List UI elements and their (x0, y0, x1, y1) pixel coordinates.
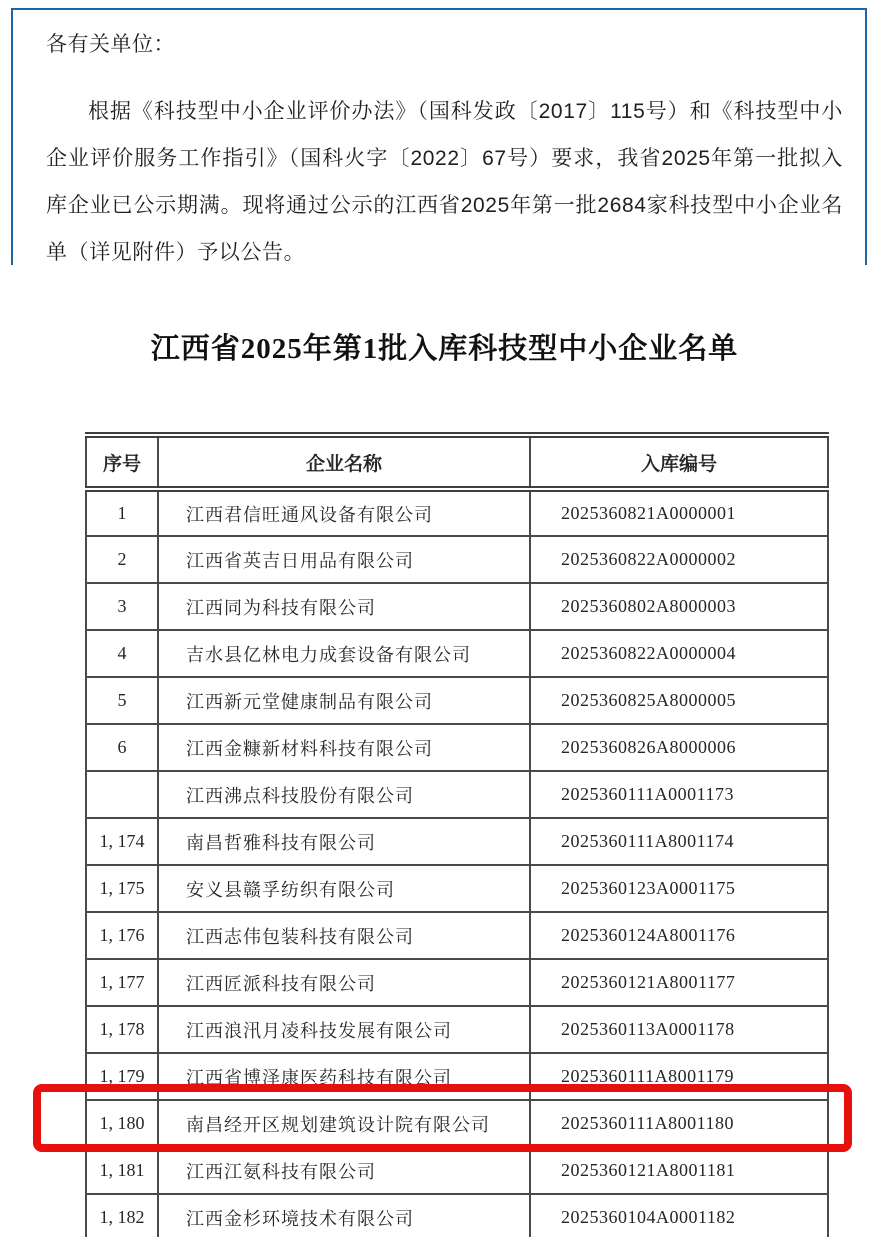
storage-code-cell: 2025360113A0001178 (530, 1006, 828, 1053)
company-name-cell: 江西匠派科技有限公司 (158, 959, 530, 1006)
storage-code-cell: 2025360121A8001177 (530, 959, 828, 1006)
storage-code-cell: 2025360802A8000003 (530, 583, 828, 630)
table-row (86, 536, 828, 583)
company-name-cell: 江西新元堂健康制品有限公司 (158, 677, 530, 724)
company-name-cell: 江西同为科技有限公司 (158, 583, 530, 630)
page-title: 江西省2025年第1批入库科技型中小企业名单 (150, 333, 739, 365)
storage-code-cell: 2025360121A8001181 (530, 1147, 828, 1194)
serial-number-cell: 1, 182 (86, 1194, 158, 1237)
storage-code-cell: 2025360111A0001173 (530, 771, 828, 818)
company-name-cell: 江西志伟包装科技有限公司 (158, 912, 530, 959)
serial-number-cell: 5 (86, 677, 158, 724)
serial-number-cell (86, 771, 158, 818)
company-name-cell: 江西浪汛月凌科技发展有限公司 (158, 1006, 530, 1053)
table-row (86, 1147, 828, 1194)
serial-number-cell: 1, 180 (86, 1100, 158, 1147)
storage-code-cell: 2025360822A0000004 (530, 630, 828, 677)
serial-number-cell: 4 (86, 630, 158, 677)
company-name-cell: 吉水县亿林电力成套设备有限公司 (158, 630, 530, 677)
header-storage-code: 入库编号 (530, 435, 828, 489)
table-row-highlighted (86, 1100, 828, 1147)
storage-code-cell: 2025360826A8000006 (530, 724, 828, 771)
table-row (86, 1053, 828, 1100)
table-header-row (86, 435, 828, 489)
serial-number-cell: 6 (86, 724, 158, 771)
storage-code-cell: 2025360822A0000002 (530, 536, 828, 583)
table-row (86, 1194, 828, 1237)
storage-code-cell: 2025360124A8001176 (530, 912, 828, 959)
serial-number-cell: 1, 177 (86, 959, 158, 1006)
notice-body-paragraph: 根据《科技型中小企业评价办法》（国科发政〔2017〕115号）和《科技型中小企业评价服务工作指引》（国科火字〔2022〕67号）要求，我省2025年第一批拟入库企业已公示期满。现将通过公示的江西省2025年第一批2684家科技型中小企业名单（详见附件）予以公告。 (46, 100, 843, 264)
notice-box (11, 8, 867, 265)
company-name-cell: 江西沸点科技股份有限公司 (158, 771, 530, 818)
company-name-cell: 安义县赣孚纺织有限公司 (158, 865, 530, 912)
table-row (86, 865, 828, 912)
company-name-cell: 江西君信旺通风设备有限公司 (158, 489, 530, 536)
header-serial-number: 序号 (86, 435, 158, 489)
company-name-cell: 江西省博泽康医药科技有限公司 (158, 1053, 530, 1100)
company-name-cell: 江西金杉环境技术有限公司 (158, 1194, 530, 1237)
storage-code-cell: 2025360111A8001174 (530, 818, 828, 865)
table-row (86, 912, 828, 959)
company-name-cell: 江西金糠新材料科技有限公司 (158, 724, 530, 771)
table-row (86, 630, 828, 677)
serial-number-cell: 1, 174 (86, 818, 158, 865)
serial-number-cell: 3 (86, 583, 158, 630)
table-row (86, 677, 828, 724)
table-row (86, 489, 828, 536)
storage-code-cell: 2025360111A8001180 (530, 1100, 828, 1147)
table-row (86, 959, 828, 1006)
table-row (86, 583, 828, 630)
storage-code-cell: 2025360821A0000001 (530, 489, 828, 536)
serial-number-cell: 1, 178 (86, 1006, 158, 1053)
company-name-cell: 南昌哲雅科技有限公司 (158, 818, 530, 865)
table-row (86, 1006, 828, 1053)
storage-code-cell: 2025360123A0001175 (530, 865, 828, 912)
company-name-cell: 南昌经开区规划建筑设计院有限公司 (158, 1100, 530, 1147)
table-row (86, 818, 828, 865)
serial-number-cell: 1, 181 (86, 1147, 158, 1194)
serial-number-cell: 2 (86, 536, 158, 583)
storage-code-cell: 2025360104A0001182 (530, 1194, 828, 1237)
company-table (85, 432, 829, 1237)
serial-number-cell: 1, 175 (86, 865, 158, 912)
header-company-name: 企业名称 (158, 435, 530, 489)
table-row (86, 724, 828, 771)
serial-number-cell: 1, 179 (86, 1053, 158, 1100)
company-name-cell: 江西江氨科技有限公司 (158, 1147, 530, 1194)
company-name-cell: 江西省英吉日用品有限公司 (158, 536, 530, 583)
storage-code-cell: 2025360825A8000005 (530, 677, 828, 724)
storage-code-cell: 2025360111A8001179 (530, 1053, 828, 1100)
serial-number-cell: 1, 176 (86, 912, 158, 959)
serial-number-cell: 1 (86, 489, 158, 536)
table-row (86, 771, 828, 818)
salutation: 各有关单位： (46, 33, 175, 56)
